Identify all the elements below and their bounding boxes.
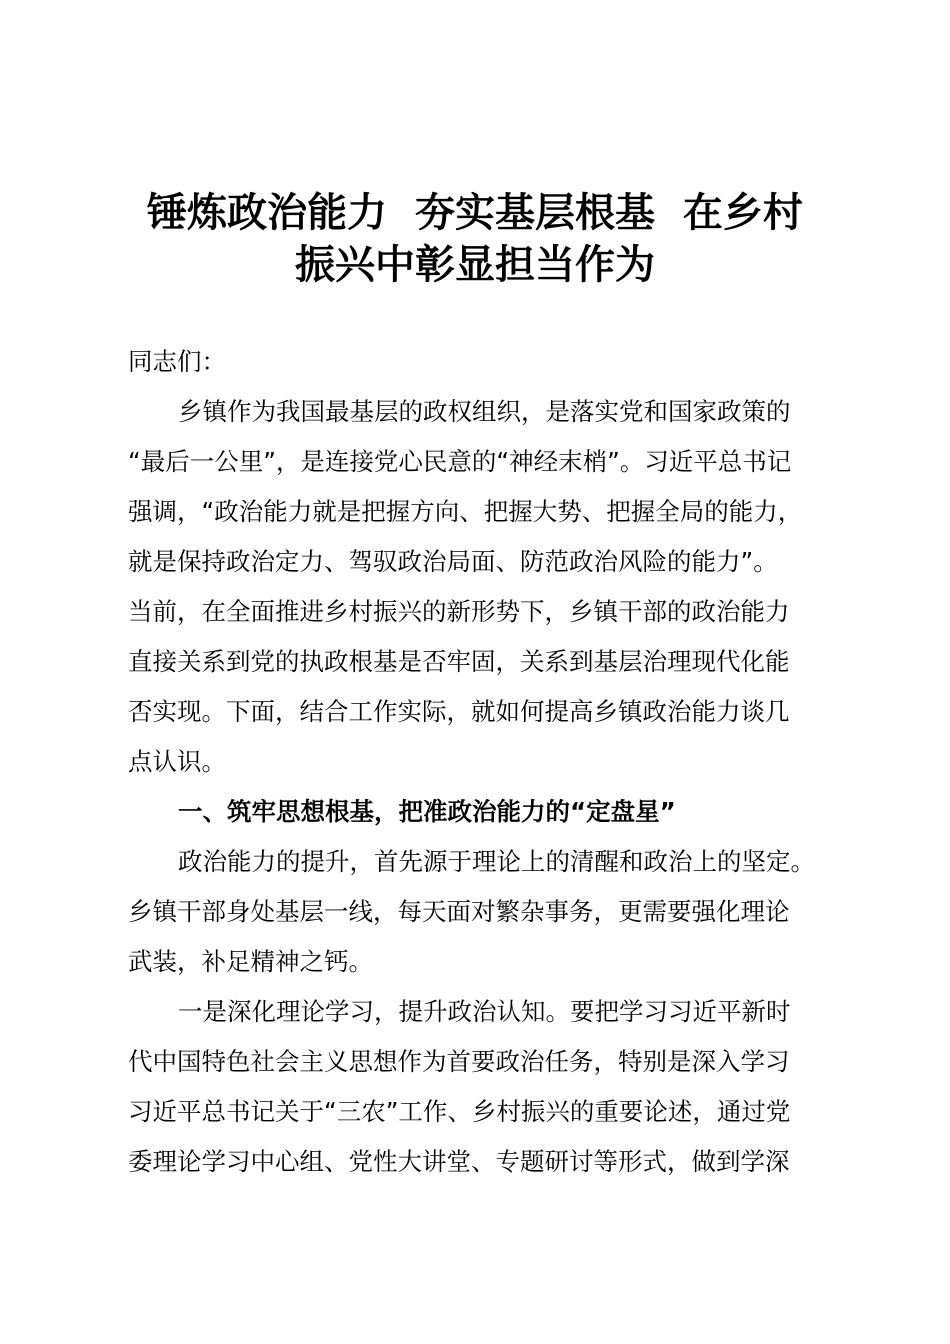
document-title [0, 187, 950, 291]
body-text-line: 武装，补足精神之钙。 [128, 947, 373, 976]
body-text-line: 强调，“政治能力就是把握方向、把握大势、把握全局的能力， [128, 497, 803, 526]
body-text-line: 一是深化理论学习，提升政治认知。要把学习习近平新时 [178, 997, 791, 1026]
section-heading: 一、筑牢思想根基，把准政治能力的“定盘星” [178, 797, 676, 826]
body-text-line: 乡镇作为我国最基层的政权组织，是落实党和国家政策的 [178, 397, 791, 426]
body-text-line: 代中国特色社会主义思想作为首要政治任务，特别是深入学习 [128, 1047, 790, 1076]
body-text-line: 政治能力的提升，首先源于理论上的清醒和政治上的坚定。 [178, 847, 815, 876]
title-line: 振兴中彰显担当作为 [295, 242, 655, 288]
body-text-line: 习近平总书记关于“三农”工作、乡村振兴的重要论述，通过党 [128, 1097, 791, 1126]
body-text-line: 同志们： [128, 347, 226, 376]
body-text-line: 点认识。 [128, 747, 226, 776]
body-text-line: 就是保持政治定力、驾驭政治局面、防范政治风险的能力”。 [128, 547, 778, 576]
body-text-line: 直接关系到党的执政根基是否牢固，关系到基层治理现代化能 [128, 647, 790, 676]
body-text-line: 乡镇干部身处基层一线，每天面对繁杂事务，更需要强化理论 [128, 897, 790, 926]
body-text-line: 当前，在全面推进乡村振兴的新形势下，乡镇干部的政治能力 [128, 597, 790, 626]
body-text-line: “最后一公里”，是连接党心民意的“神经末梢”。习近平总书记 [128, 447, 792, 476]
body-text-line: 委理论学习中心组、党性大讲堂、专题研讨等形式，做到学深 [128, 1147, 790, 1176]
body-text-line: 否实现。下面，结合工作实际，就如何提高乡镇政治能力谈几 [128, 697, 790, 726]
document-body [128, 337, 848, 1187]
title-line: 锤炼政治能力 夯实基层根基 在乡村 [147, 190, 803, 236]
